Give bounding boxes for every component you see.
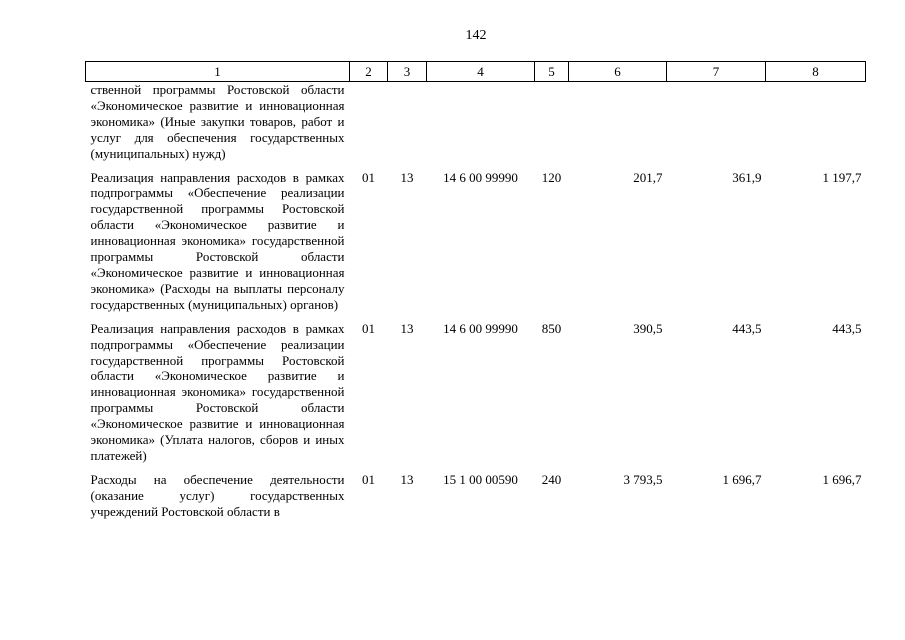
subsection-code: 13 <box>400 169 414 185</box>
amount-col8: 443,5 <box>832 320 862 336</box>
subsection-code: 13 <box>400 320 414 336</box>
amount-col8: 1 197,7 <box>822 169 862 185</box>
row-description: Расходы на обеспечение деятельности (оказание услуг) государственных учреждений Ростовской области в <box>90 471 345 519</box>
table-row <box>86 82 866 170</box>
amount-col6: 3 793,5 <box>623 471 663 487</box>
target-article-code <box>427 82 535 170</box>
row-description: ственной программы Ростовской области «Экономическое развитие и инновационная экономика» (Иные закупки товаров, работ и услуг для обеспечения государственных (муниципальных) нужд) <box>90 82 345 161</box>
amount-col7: 1 696,7 <box>722 471 762 487</box>
column-header-3: 3 <box>388 62 427 82</box>
amount-col7: 443,5 <box>732 320 762 336</box>
amount-col8: 1 696,7 <box>822 471 862 487</box>
column-header-7: 7 <box>667 62 766 82</box>
amount-col6: 201,7 <box>633 169 663 185</box>
table-row <box>86 472 866 528</box>
column-header-5: 5 <box>535 62 569 82</box>
target-article-code: 14 6 00 99990 <box>443 320 518 336</box>
target-article-code: 14 6 00 99990 <box>443 169 518 185</box>
row-description: Реализация направления расходов в рамках подпрограммы «Обеспечение реализации государственной программы Ростовской области «Экономическое развитие и инновационная экономика» государственной программы Ростовской области «Экономическое развитие и инновационная экономика» (Уплата налогов, сборов и иных платежей) <box>90 320 345 463</box>
page-number: 142 <box>465 28 487 43</box>
budget-table <box>85 61 866 528</box>
table-row <box>86 321 866 472</box>
section-code <box>350 82 388 170</box>
table-header-row <box>86 62 866 82</box>
section-code: 01 <box>362 471 375 487</box>
amount-col7 <box>667 82 766 170</box>
amount-col6 <box>569 82 667 170</box>
expense-type-code: 240 <box>541 471 562 487</box>
column-header-2: 2 <box>350 62 388 82</box>
expense-type-code: 120 <box>541 169 562 185</box>
row-description: Реализация направления расходов в рамках подпрограммы «Обеспечение реализации государственной программы Ростовской области «Экономическое развитие и инновационная экономика» государственной программы Ростовской области «Экономическое развитие и инновационная экономика» (Расходы на выплаты персоналу государственных (муниципальных) органов) <box>90 169 345 312</box>
amount-col6: 390,5 <box>633 320 663 336</box>
expense-type-code: 850 <box>541 320 562 336</box>
amount-col7: 361,9 <box>732 169 762 185</box>
column-header-4: 4 <box>427 62 535 82</box>
subsection-code <box>388 82 427 170</box>
column-header-8: 8 <box>766 62 866 82</box>
section-code: 01 <box>362 169 375 185</box>
table-row <box>86 170 866 321</box>
target-article-code: 15 1 00 00590 <box>443 471 518 487</box>
column-header-6: 6 <box>569 62 667 82</box>
expense-type-code <box>535 82 569 170</box>
subsection-code: 13 <box>400 471 414 487</box>
column-header-1: 1 <box>86 62 350 82</box>
section-code: 01 <box>362 320 375 336</box>
amount-col8 <box>766 82 866 170</box>
